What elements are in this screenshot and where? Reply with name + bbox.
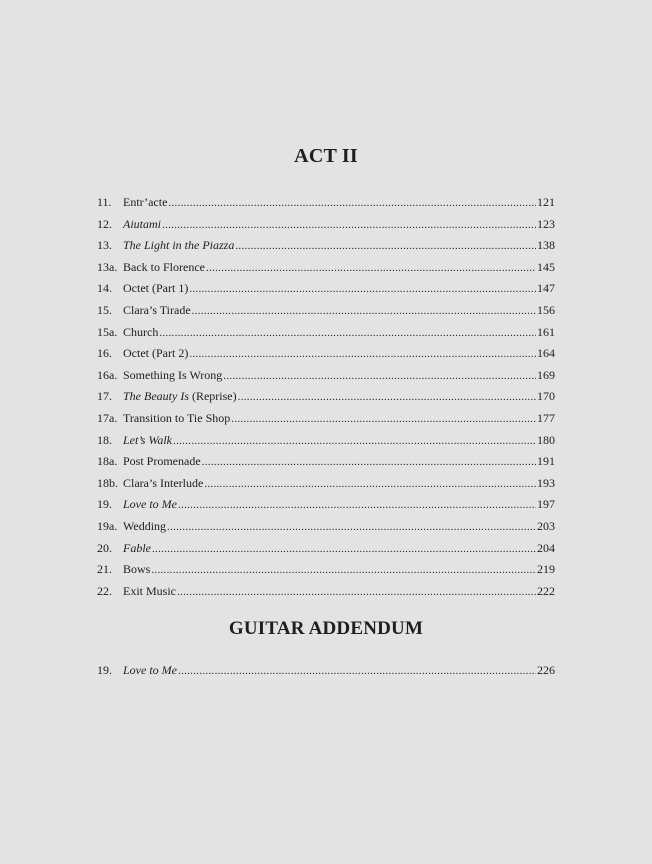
dot-leader: [206, 259, 536, 277]
toc-addendum-list: [97, 661, 555, 683]
dot-leader: [189, 345, 536, 363]
entry-title: [123, 366, 222, 384]
entry-title-italic: Let’s Walk: [123, 432, 173, 447]
entry-title-text: Clara’s Interlude: [123, 475, 204, 490]
toc-entry: [97, 366, 555, 388]
entry-title-italic: Love to Me: [123, 497, 177, 512]
entry-page-number: 138: [537, 238, 555, 253]
entry-page-number: 222: [537, 583, 555, 598]
dot-leader: [168, 194, 536, 212]
toc-entry: [97, 431, 555, 453]
entry-number: 17.: [97, 389, 112, 404]
toc-entry: [97, 452, 555, 474]
entry-title-italic: Fable: [123, 540, 151, 555]
entry-title: [123, 258, 205, 276]
dot-leader: [173, 432, 536, 450]
entry-number: 14.: [97, 281, 112, 296]
toc-entry: [97, 279, 555, 301]
entry-number: 15.: [97, 302, 112, 317]
entry-page-number: 145: [537, 259, 555, 274]
entry-page-number: 203: [537, 518, 555, 533]
toc-entry: [97, 344, 555, 366]
entry-title: [123, 387, 237, 405]
entry-number: 16.: [97, 346, 112, 361]
dot-leader: [238, 388, 536, 406]
entry-title: [123, 279, 188, 297]
entry-title-text: Exit Music: [123, 583, 176, 598]
toc-entry: [97, 539, 555, 561]
entry-number: 18b.: [97, 475, 118, 490]
dot-leader: [159, 324, 536, 342]
entry-number: 19.: [97, 663, 112, 677]
entry-page-number: 204: [537, 540, 555, 555]
entry-page-number: 123: [537, 216, 555, 231]
entry-number: 19a.: [97, 518, 118, 533]
entry-number: 12.: [97, 216, 112, 231]
entry-title-suffix: (Reprise): [188, 389, 237, 404]
dot-leader: [189, 280, 536, 298]
entry-page-number: 219: [537, 562, 555, 577]
entry-number: 19.: [97, 497, 112, 512]
entry-title-text: Bows: [123, 562, 151, 577]
entry-page-number: 164: [537, 346, 555, 361]
toc-entry: [97, 661, 555, 683]
dot-leader: [231, 410, 536, 428]
entry-title-text: Octet (Part 1): [123, 281, 189, 296]
entry-page-number: 191: [537, 454, 555, 469]
entry-number: 15a.: [97, 324, 118, 339]
entry-title-text: Something Is Wrong: [123, 367, 223, 382]
toc-act-list: [97, 193, 555, 603]
dot-leader: [202, 453, 536, 471]
dot-leader: [178, 662, 536, 680]
dot-leader: [223, 367, 536, 385]
toc-entry: [97, 582, 555, 604]
entry-title-italic: Love to Me: [123, 663, 177, 677]
dot-leader: [167, 518, 536, 536]
entry-page-number: 177: [537, 410, 555, 425]
entry-title: [123, 661, 177, 679]
entry-title: [123, 301, 191, 319]
dot-leader: [204, 475, 536, 493]
entry-number: 13a.: [97, 259, 118, 274]
entry-title: [123, 582, 176, 600]
toc-entry: [97, 495, 555, 517]
entry-title-italic: Aiutami: [123, 216, 161, 231]
entry-title: [123, 236, 234, 254]
entry-number: 21.: [97, 562, 112, 577]
dot-leader: [152, 540, 536, 558]
entry-page-number: 193: [537, 475, 555, 490]
toc-entry: [97, 301, 555, 323]
act-heading: ACT II: [294, 145, 358, 167]
toc-entry: [97, 323, 555, 345]
toc-entry: [97, 258, 555, 280]
toc-entry: [97, 409, 555, 431]
dot-leader: [151, 561, 536, 579]
entry-page-number: 180: [537, 432, 555, 447]
dot-leader: [235, 237, 536, 255]
entry-page-number: 226: [537, 663, 555, 677]
entry-title: [123, 431, 172, 449]
entry-title: [123, 409, 230, 427]
entry-title: [123, 344, 188, 362]
toc-entry: [97, 517, 555, 539]
entry-title: [123, 215, 161, 233]
entry-number: 11.: [97, 195, 112, 209]
entry-number: 13.: [97, 238, 112, 253]
entry-title: [123, 193, 167, 211]
entry-number: 22.: [97, 583, 112, 598]
entry-title-text: Back to Florence: [123, 259, 205, 274]
entry-page-number: 197: [537, 497, 555, 512]
entry-page-number: 121: [537, 195, 555, 209]
toc-entry: [97, 193, 555, 215]
dot-leader: [177, 583, 536, 601]
entry-page-number: 161: [537, 324, 555, 339]
entry-title: [123, 539, 151, 557]
entry-title-text: Post Promenade: [123, 454, 201, 469]
entry-title-text: Transition to Tie Shop: [123, 410, 231, 425]
toc-entry: [97, 387, 555, 409]
entry-title-italic: The Light in the Piazza: [123, 238, 235, 253]
entry-number: 16a.: [97, 367, 118, 382]
entry-title: [123, 474, 203, 492]
toc-entry: [97, 215, 555, 237]
entry-number: 20.: [97, 540, 112, 555]
toc-entry: [97, 560, 555, 582]
entry-number: 18a.: [97, 454, 118, 469]
entry-page-number: 170: [537, 389, 555, 404]
dot-leader: [162, 216, 536, 234]
entry-title-text: Clara’s Tirade: [123, 302, 191, 317]
toc-entry: [97, 474, 555, 496]
entry-page-number: 147: [537, 281, 555, 296]
toc-entry: [97, 236, 555, 258]
addendum-heading: GUITAR ADDENDUM: [228, 618, 424, 639]
entry-title-text: Entr’acte: [123, 195, 168, 209]
entry-title: [123, 517, 166, 535]
entry-title: [123, 495, 177, 513]
entry-number: 18.: [97, 432, 112, 447]
entry-title-italic: The Beauty Is: [123, 389, 189, 404]
entry-title-text: Octet (Part 2): [123, 346, 189, 361]
entry-title-text: Church: [123, 324, 159, 339]
entry-title: [123, 452, 201, 470]
entry-page-number: 156: [537, 302, 555, 317]
dot-leader: [192, 302, 536, 320]
dot-leader: [178, 496, 536, 514]
entry-page-number: 169: [537, 367, 555, 382]
entry-number: 17a.: [97, 410, 118, 425]
entry-title: [123, 323, 158, 341]
entry-title: [123, 560, 150, 578]
entry-title-text: Wedding: [123, 518, 167, 533]
